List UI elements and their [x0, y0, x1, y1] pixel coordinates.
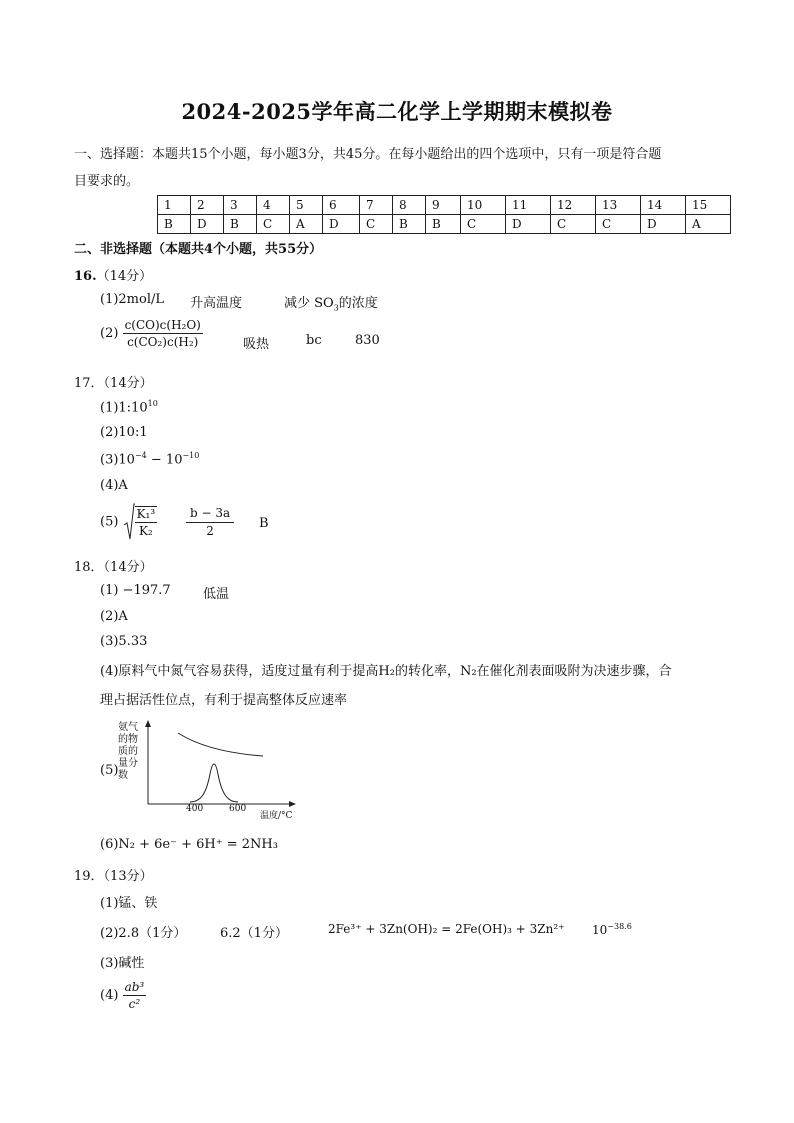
- answer-table-answer-row: [158, 215, 731, 234]
- q17-heading: 17．（14分）: [74, 376, 153, 391]
- answer-table-answer-cell: C: [551, 215, 596, 234]
- answer-table-answer-cell: B: [158, 215, 191, 234]
- answer-table-number-cell: 4: [257, 196, 290, 215]
- answer-table-answer-cell: D: [641, 215, 686, 234]
- q16-part1: (1)2mol/L: [100, 292, 165, 307]
- answer-table-answer-cell: A: [686, 215, 731, 234]
- answer-table-answer-cell: B: [393, 215, 426, 234]
- answer-table-number-cell: 12: [551, 196, 596, 215]
- q16-part1-answer-b: 减少 $SO_3$的浓度: [284, 296, 378, 313]
- answer-table-number-cell: 10: [461, 196, 506, 215]
- answer-table-answer-cell: C: [596, 215, 641, 234]
- q17-sqrt-expression: $\frac{\text{K₁³}}{\text{K₂}}$: [123, 503, 158, 541]
- answer-table-answer-cell: D: [191, 215, 224, 234]
- q19-part3: (3)碱性: [100, 956, 145, 971]
- answer-table-number-row: [158, 196, 731, 215]
- q19-part2-equation: 2Fe³⁺ + 3Zn(OH)₂ = 2Fe(OH)₃ + 3Zn²⁺: [328, 922, 565, 936]
- graph-y-label: 氨气 的物 质的 量分 数: [118, 722, 138, 781]
- peak-curve: [190, 764, 238, 802]
- q19-part4-fraction: $\frac{\text{ab³}}{\text{c²}}$: [124, 980, 145, 1011]
- q17-part5-answer-c: B: [259, 516, 269, 531]
- answer-table-answer-cell: B: [224, 215, 257, 234]
- answer-table-number-cell: 9: [426, 196, 461, 215]
- q17-part1: $(1)1:10^{10}$: [100, 399, 158, 416]
- q16-part2: (2) $\frac{\text{c(CO)c(H₂O)}}{\text{c(CO₂)c(H₂)}}$: [100, 318, 201, 349]
- q16-part2-answer-c: 830: [355, 333, 380, 348]
- q17-part3: $(3)10^{-4} - 10^{-10}$: [100, 451, 200, 468]
- answer-table-number-cell: 8: [393, 196, 426, 215]
- q16-part2-answer-a: 吸热: [243, 337, 270, 352]
- answer-table-number-cell: 15: [686, 196, 731, 215]
- q17-part5: (5) $\frac{\text{K₁³}}{\text{K₂}}$: [100, 503, 157, 541]
- answer-table-answer-cell: D: [323, 215, 360, 234]
- answer-table-answer-cell: C: [257, 215, 290, 234]
- graph-x-tick-400: 400: [186, 804, 204, 814]
- q18-part2: (2)A: [100, 609, 128, 624]
- answer-table-answer-cell: A: [290, 215, 323, 234]
- y-axis-arrow-icon: [145, 720, 151, 727]
- section2-heading: 二、非选择题（本题共4个小题，共55分）: [74, 242, 323, 257]
- answer-table-number-cell: 1: [158, 196, 191, 215]
- q17-part4: (4)A: [100, 478, 128, 493]
- q18-sketch-graph: [118, 718, 308, 822]
- q18-part5: (5): [100, 763, 119, 778]
- q18-part6: (6)N₂ + 6e⁻ + 6H⁺ = 2NH₃: [100, 837, 278, 852]
- q19-part4: (4) $\frac{\text{ab³}}{\text{c²}}$: [100, 980, 145, 1011]
- graph-x-tick-600: 600: [229, 804, 247, 814]
- answer-table-number-cell: 3: [224, 196, 257, 215]
- q19-heading: 19．（13分）: [74, 869, 153, 884]
- answer-table-answer-cell: D: [506, 215, 551, 234]
- answer-table-number-cell: 11: [506, 196, 551, 215]
- q16-number: 16.: [74, 269, 97, 284]
- answer-table: [157, 195, 731, 234]
- q18-heading: 18．（14分）: [74, 560, 153, 575]
- answer-table-number-cell: 7: [360, 196, 393, 215]
- q16-heading: [74, 265, 152, 284]
- answer-table-number-cell: 2: [191, 196, 224, 215]
- q16-points: （14分）: [96, 269, 153, 284]
- q18-part3: (3)5.33: [100, 634, 148, 649]
- q16-part1-answer-a: 升高温度: [190, 296, 243, 311]
- q18-part1: (1) −197.7: [100, 583, 171, 598]
- q16-equilibrium-constant-fraction: $\frac{\text{c(CO)c(H₂O)}}{\text{c(CO₂)c(H₂)}}$: [124, 318, 201, 349]
- q17-part5-fraction: $\frac{b - 3a}{2}$: [186, 506, 234, 538]
- q18-part4-line1: (4)原料气中氮气容易获得，适度过量有利于提高H₂的转化率，N₂在催化剂表面吸附为决速步骤，合: [100, 664, 672, 679]
- graph-x-label: 温度/°C: [260, 811, 293, 821]
- answer-table-answer-cell: C: [360, 215, 393, 234]
- x-axis-arrow-icon: [289, 801, 296, 807]
- answer-table-number-cell: 6: [323, 196, 360, 215]
- q19-part2-answer-a: (2)2.8（1分）: [100, 926, 187, 941]
- answer-table-answer-cell: B: [426, 215, 461, 234]
- section1-instructions-line2: 目要求的。: [74, 174, 140, 189]
- q16-part2-answer-b: bc: [306, 333, 322, 348]
- page-title: 2024-2025学年高二化学上学期期末模拟卷: [181, 99, 613, 124]
- equilibrium-curve: [178, 733, 263, 756]
- ammonia-temperature-graph: [118, 718, 308, 822]
- answer-table-number-cell: 13: [596, 196, 641, 215]
- q19-part2-answer-b: 6.2（1分）: [220, 926, 288, 941]
- answer-table-number-cell: 14: [641, 196, 686, 215]
- q18-part1-answer-b: 低温: [203, 587, 230, 602]
- answer-table-answer-cell: C: [461, 215, 506, 234]
- sqrt-symbol-icon: [123, 503, 135, 541]
- section1-instructions-line1: 一、选择题：本题共15个小题，每小题3分，共45分。在每小题给出的四个选项中，只有一项是符合题: [74, 147, 662, 162]
- q19-part1: (1)锰、铁: [100, 896, 158, 911]
- q18-part4-line2: 理占据活性位点，有利于提高整体反应速率: [100, 693, 348, 708]
- q19-part2-answer-c: $10^{-38.6}$: [592, 922, 632, 937]
- answer-table-number-cell: 5: [290, 196, 323, 215]
- q17-part2: (2)10:1: [100, 425, 148, 440]
